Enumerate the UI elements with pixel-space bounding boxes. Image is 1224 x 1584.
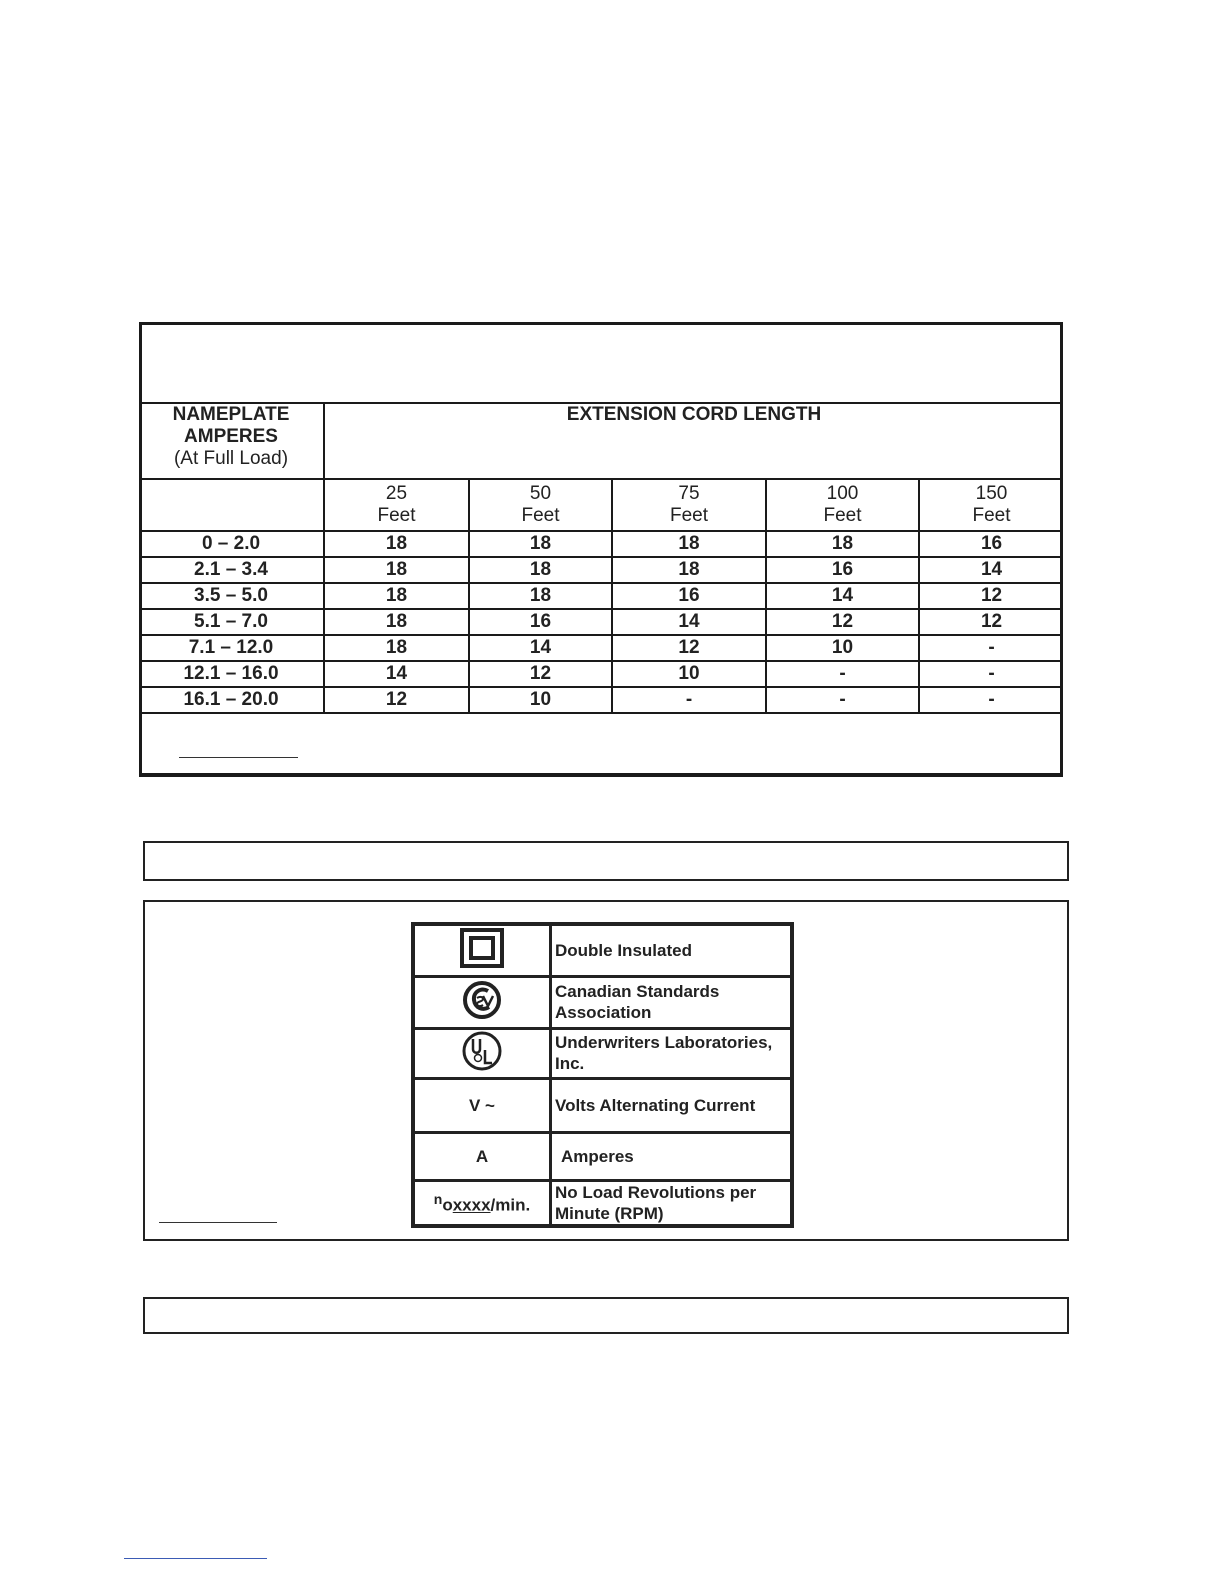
- table-row: 12.1 – 16.0 14 12 10 - -: [139, 661, 1063, 687]
- csa-icon: [413, 976, 551, 1028]
- empty-box-2: [143, 1297, 1069, 1334]
- length-150: 150 Feet: [919, 479, 1063, 531]
- table-row: 0 – 2.0 18 18 18 18 16: [139, 531, 1063, 557]
- rpm-icon: $^n$oxxxx/min.: [413, 1180, 551, 1226]
- symbol-row: A Amperes: [413, 1132, 792, 1180]
- length-header-row: [139, 479, 1063, 531]
- length-100: 100 Feet: [766, 479, 919, 531]
- symbols-table: [411, 922, 794, 1228]
- empty-box-1: [143, 841, 1069, 881]
- note-underline: [179, 757, 298, 758]
- double-insulated-icon: [413, 924, 551, 976]
- length-25: 25 Feet: [324, 479, 469, 531]
- table-row: 3.5 – 5.0 18 18 16 14 12: [139, 583, 1063, 609]
- table-row: 7.1 – 12.0 18 14 12 10 -: [139, 635, 1063, 661]
- symbols-note-underline: [159, 1222, 277, 1223]
- symbol-row: V ~ Volts Alternating Current: [413, 1078, 792, 1132]
- table-row: 16.1 – 20.0 12 10 - - -: [139, 687, 1063, 713]
- amperes-icon: A: [413, 1132, 551, 1180]
- nameplate-amperes-header: NAMEPLATE AMPERES (At Full Load): [139, 403, 324, 479]
- table-row: 2.1 – 3.4 18 18 18 16 14: [139, 557, 1063, 583]
- ul-icon: [413, 1028, 551, 1078]
- symbol-row: Canadian Standards Association: [413, 976, 792, 1028]
- footer-underline: [124, 1558, 267, 1559]
- symbol-row: $^n$oxxxx/min. No Load Revolutions per Minute (RPM): [413, 1180, 792, 1226]
- symbol-row: Double Insulated: [413, 924, 792, 976]
- extension-cord-table: [139, 402, 1063, 714]
- extension-cord-length-header: EXTENSION CORD LENGTH: [324, 403, 1063, 479]
- symbol-row: Underwriters Laboratories, Inc.: [413, 1028, 792, 1078]
- table-row: 5.1 – 7.0 18 16 14 12 12: [139, 609, 1063, 635]
- volts-ac-icon: V ~: [413, 1078, 551, 1132]
- length-50: 50 Feet: [469, 479, 612, 531]
- length-75: 75 Feet: [612, 479, 766, 531]
